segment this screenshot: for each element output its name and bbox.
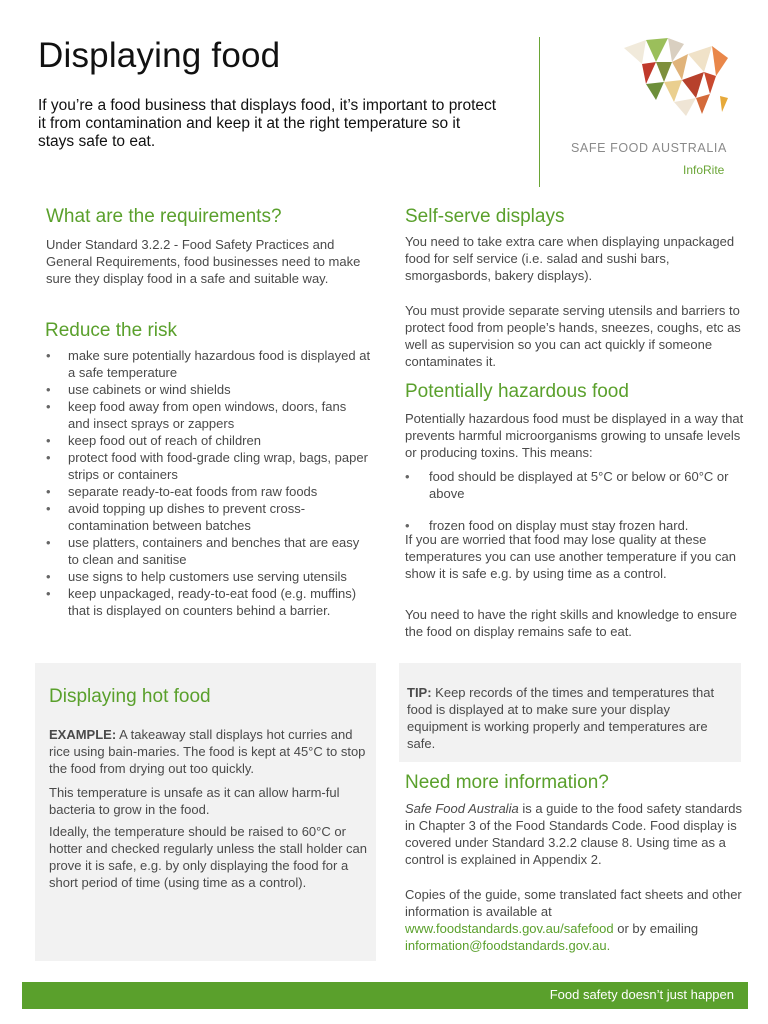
list-item: • use platters, containers and benches that are easy to clean and sanitise (46, 534, 371, 568)
more-info-text-1 (405, 800, 750, 868)
hazardous-text-2: If you are worried that food may lose quality at these temperatures you can use another temperature if you can show it is safe e.g. by using time as a control. (405, 532, 736, 581)
list-item: • use cabinets or wind shields (46, 381, 371, 398)
example-label: EXAMPLE: (49, 727, 117, 742)
requirements-heading: What are the requirements? (46, 206, 282, 227)
hot-food-text-2: This temperature is unsafe as it can allow harm-ful bacteria to grow in the food. (49, 785, 340, 817)
header-divider (539, 37, 540, 187)
list-item: • make sure potentially hazardous food is displayed at a safe temperature (46, 347, 371, 381)
list-item: • keep food away from open windows, doors, fans and insect sprays or zappers (46, 398, 371, 432)
list-item: • keep unpackaged, ready-to-eat food (e.g. muffins) that is displayed on counters behind a barrier. (46, 585, 371, 619)
list-item: • protect food with food-grade cling wrap, bags, paper strips or containers (46, 449, 371, 483)
list-item: • food should be displayed at 5°C or below or 60°C or above (405, 468, 745, 502)
tip-text (407, 684, 732, 752)
tip-label: TIP: (407, 685, 432, 700)
australia-food-mosaic-logo (616, 36, 736, 122)
tip-body: Keep records of the times and temperatures that food is displayed at to make sure your display equipment is working properly and temperatures are safe. (407, 685, 715, 751)
requirements-text: Under Standard 3.2.2 - Food Safety Practices and General Requirements, food businesses need to make sure they display food in a safe and suitable way. (46, 237, 361, 286)
footer-bar (22, 982, 748, 1009)
list-item: • avoid topping up dishes to prevent cross-contamination between batches (46, 500, 371, 534)
hot-food-heading: Displaying hot food (49, 686, 211, 707)
email-link[interactable]: information@foodstandards.gov.au. (405, 938, 611, 953)
brand-subtitle: InfoRite (683, 163, 725, 177)
list-item: • frozen food on display must stay frozen hard. (405, 517, 745, 534)
example-text: A takeaway stall displays hot curries and rice using bain-maries. The food is kept at 45°C to stop the food from drying out too quickly. (49, 727, 366, 776)
hazardous-list (405, 468, 745, 534)
self-serve-text-2: You must provide separate serving utensils and barriers to protect food from people’s hands, sneezes, coughs, etc as well as supervision so you can act quickly if someone contaminates it. (405, 303, 741, 369)
more-info-text-1-rest: is a guide to the food safety standards in Chapter 3 of the Food Standards Code. Food display is covered under Standard 3.2.2 clause 8. Using time as a control is explained in Appendix 2. (405, 801, 743, 867)
hazardous-text-3: You need to have the right skills and knowledge to ensure the food on display remains safe to eat. (405, 607, 737, 639)
more-info-heading: Need more information? (405, 772, 609, 793)
brand-name: SAFE FOOD AUSTRALIA (571, 141, 727, 155)
footer-tagline: Food safety doesn’t just happen (549, 987, 734, 1002)
list-item: • separate ready-to-eat foods from raw foods (46, 483, 371, 500)
reduce-risk-list (46, 347, 371, 619)
more-info-text-2 (405, 886, 750, 954)
intro-text: If you’re a food business that displays food, it’s important to protect it from contamination and keep it at the right temperature so it stays safe to eat. (38, 97, 497, 150)
self-serve-text-1: You need to take extra care when displaying unpackaged food for self service (i.e. salad and sushi bars, smorgasbords, bakery displays). (405, 234, 735, 283)
reduce-risk-heading: Reduce the risk (45, 320, 178, 341)
hazardous-text-1: Potentially hazardous food must be displayed in a way that prevents harmful microorganisms growing to unsafe levels or producing toxins. This means: (405, 411, 744, 460)
self-serve-heading: Self-serve displays (405, 206, 565, 227)
safefood-link[interactable]: www.foodstandards.gov.au/safefood (405, 921, 614, 936)
more-info-text-2-start: Copies of the guide, some translated fact sheets and other information is available at (405, 887, 742, 919)
list-item: • use signs to help customers use serving utensils (46, 568, 371, 585)
hot-food-text-3: Ideally, the temperature should be raised to 60°C or hotter and checked regularly unless the stall holder can prove it is safe, e.g. by only displaying the food for a short period of time (using time as a control). (49, 824, 367, 890)
page-title: Displaying food (38, 36, 281, 75)
guide-name: Safe Food Australia (405, 801, 519, 816)
hazardous-food-heading: Potentially hazardous food (405, 381, 629, 402)
hot-food-example (49, 726, 367, 777)
more-info-text-2-mid: or by emailing (613, 921, 699, 936)
list-item: • keep food out of reach of children (46, 432, 371, 449)
